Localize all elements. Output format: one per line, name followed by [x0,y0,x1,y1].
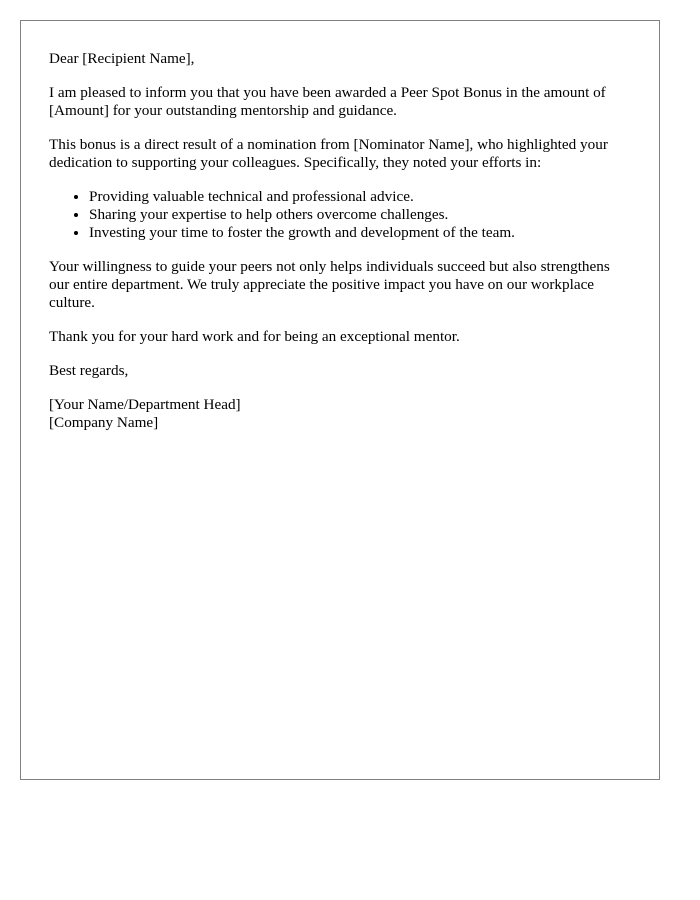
efforts-list [49,188,631,242]
appreciation-paragraph: Your willingness to guide your peers not only helps individuals succeed but also strengthens our entire department. We truly appreciate the positive impact you have on our workplace culture. [49,258,610,311]
list-item: • Sharing your expertise to help others overcome challenges. [89,206,631,224]
signature-block [49,396,631,432]
signature-name: [Your Name/Department Head] [49,396,241,413]
thanks-paragraph: Thank you for your hard work and for being an exceptional mentor. [49,328,460,345]
closing: Best regards, [49,362,129,379]
list-item: • Providing valuable technical and professional advice. [89,188,631,206]
nomination-paragraph: This bonus is a direct result of a nomination from [Nominator Name], who highlighted your dedication to supporting your colleagues. Specifically, they noted your efforts in: [49,136,608,171]
award-paragraph: I am pleased to inform you that you have been awarded a Peer Spot Bonus in the amount of [Amount] for your outstanding mentorship and guidance. [49,84,606,119]
signature-company: [Company Name] [49,414,159,431]
list-item: • Investing your time to foster the growth and development of the team. [89,224,631,242]
letter-container [20,20,660,780]
salutation: Dear [Recipient Name], [49,50,195,67]
